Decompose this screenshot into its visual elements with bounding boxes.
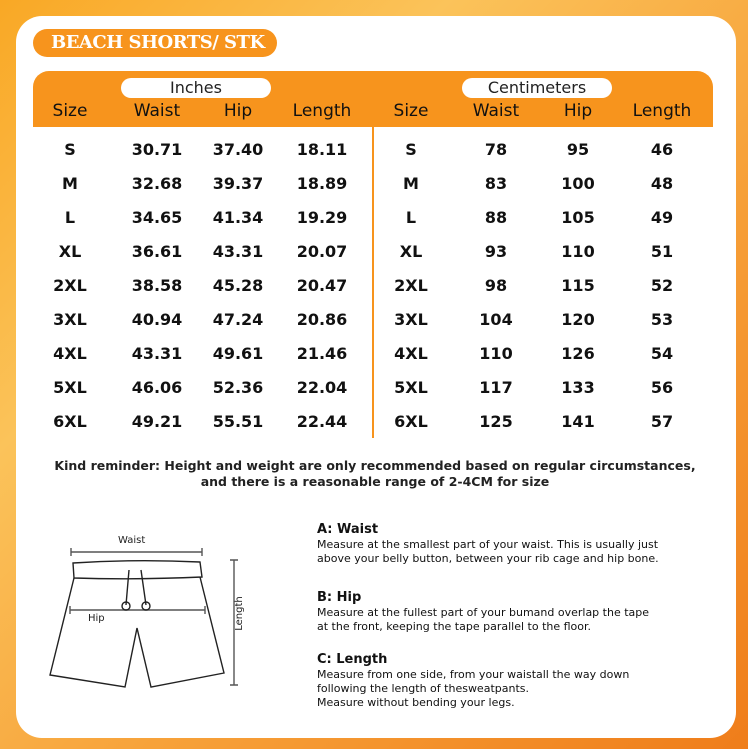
chart-title: BEACH SHORTS/ STK — [33, 29, 277, 57]
instruction-line: at the front, keeping the tape parallel to the floor. — [317, 620, 592, 633]
table-cell: 133 — [561, 378, 595, 397]
table-cell: 125 — [479, 412, 513, 431]
table-cell: 4XL — [394, 344, 428, 363]
table-cell: 20.86 — [296, 310, 348, 329]
table-cell: 95 — [566, 140, 590, 159]
table-cell: 46.06 — [131, 378, 183, 397]
table-cell: 34.65 — [131, 208, 183, 227]
hip-label: Hip — [88, 613, 105, 624]
table-cell: 93 — [484, 242, 508, 261]
length-label: Length — [233, 596, 245, 631]
table-cell: 54 — [650, 344, 674, 363]
drawstring — [126, 570, 146, 605]
instruction-title: B: Hip — [317, 590, 362, 605]
instruction-line: above your belly button, between your rib cage and hip bone. — [317, 552, 659, 565]
instruction-line: Measure at the smallest part of your waist. This is usually just — [317, 538, 659, 551]
instruction-title: A: Waist — [317, 522, 379, 537]
column-header: Size — [52, 101, 88, 121]
centimeters-group-label: Centimeters — [462, 78, 612, 98]
reminder-line: and there is a reasonable range of 2-4CM for size — [200, 474, 550, 489]
table-cell: 22.44 — [296, 412, 348, 431]
waist-measure-line — [71, 548, 202, 556]
table-cell: 105 — [561, 208, 595, 227]
instruction-length — [317, 652, 717, 710]
table-cell: 48 — [650, 174, 674, 193]
table-cell: 57 — [650, 412, 674, 431]
table-cell: 110 — [561, 242, 595, 261]
table-cell: 117 — [479, 378, 513, 397]
table-cell: S — [64, 140, 76, 159]
table-cell: 2XL — [53, 276, 87, 295]
table-cell: 51 — [650, 242, 674, 261]
instruction-line: Measure at the fullest part of your bumand overlap the tape — [317, 606, 650, 619]
table-cell: 22.04 — [296, 378, 348, 397]
table-cell: 3XL — [394, 310, 428, 329]
table-cell: 115 — [561, 276, 595, 295]
table-cell: 49.21 — [131, 412, 183, 431]
column-header: Length — [632, 101, 692, 121]
table-cell: 37.40 — [212, 140, 264, 159]
waistband — [73, 561, 202, 579]
table-cell: 32.68 — [131, 174, 183, 193]
column-header: Waist — [133, 101, 181, 121]
table-cell: 104 — [479, 310, 513, 329]
table-cell: 39.37 — [212, 174, 264, 193]
instruction-line: following the length of thesweatpants. — [317, 682, 529, 695]
instruction-line: Measure from one side, from your waistall the way down — [317, 668, 630, 681]
table-cell: 52.36 — [212, 378, 264, 397]
table-cell: M — [403, 174, 419, 193]
waist-label: Waist — [118, 535, 146, 546]
table-cell: 98 — [484, 276, 508, 295]
table-cell: 18.89 — [296, 174, 348, 193]
table-cell: 83 — [484, 174, 508, 193]
table-cell: 19.29 — [296, 208, 348, 227]
table-cell: 52 — [650, 276, 674, 295]
table-cell: 18.11 — [296, 140, 348, 159]
instruction-hip — [317, 590, 717, 634]
table-cell: 3XL — [53, 310, 87, 329]
column-header: Size — [393, 101, 429, 121]
column-header: Waist — [472, 101, 520, 121]
table-cell: 41.34 — [212, 208, 264, 227]
table-cell: 4XL — [53, 344, 87, 363]
shorts-outline — [50, 577, 224, 687]
table-cell: 36.61 — [131, 242, 183, 261]
table-cell: 56 — [650, 378, 674, 397]
table-cell: M — [62, 174, 78, 193]
kind-reminder — [40, 458, 710, 490]
column-header: Hip — [223, 101, 253, 121]
table-cell: 5XL — [53, 378, 87, 397]
reminder-line: Kind reminder: Height and weight are only recommended based on regular circumstances, — [54, 458, 696, 473]
instruction-title: C: Length — [317, 652, 388, 667]
table-cell: 53 — [650, 310, 674, 329]
table-cell: 49 — [650, 208, 674, 227]
table-cell: 40.94 — [131, 310, 183, 329]
column-header: Length — [292, 101, 352, 121]
table-cell: 100 — [561, 174, 595, 193]
table-cell: 30.71 — [131, 140, 183, 159]
table-cell: 20.07 — [296, 242, 348, 261]
table-cell: L — [405, 208, 417, 227]
table-cell: 141 — [561, 412, 595, 431]
instruction-line: Measure without bending your legs. — [317, 696, 515, 709]
table-cell: 110 — [479, 344, 513, 363]
table-cell: XL — [399, 242, 423, 261]
table-cell: 55.51 — [212, 412, 264, 431]
table-cell: 38.58 — [131, 276, 183, 295]
table-cell: 45.28 — [212, 276, 264, 295]
table-cell: 47.24 — [212, 310, 264, 329]
table-cell: 46 — [650, 140, 674, 159]
table-cell: 43.31 — [131, 344, 183, 363]
instruction-waist — [317, 522, 717, 566]
table-cell: 78 — [484, 140, 508, 159]
table-cell: 21.46 — [296, 344, 348, 363]
table-cell: 126 — [561, 344, 595, 363]
table-cell: L — [64, 208, 76, 227]
table-cell: 49.61 — [212, 344, 264, 363]
table-cell: 88 — [484, 208, 508, 227]
table-cell: 120 — [561, 310, 595, 329]
column-header: Hip — [563, 101, 593, 121]
table-cell: 43.31 — [212, 242, 264, 261]
table-cell: S — [405, 140, 417, 159]
unit-divider — [372, 127, 374, 438]
inches-group-label: Inches — [121, 78, 271, 98]
table-cell: 6XL — [53, 412, 87, 431]
table-cell: XL — [58, 242, 82, 261]
table-cell: 20.47 — [296, 276, 348, 295]
table-cell: 6XL — [394, 412, 428, 431]
table-cell: 5XL — [394, 378, 428, 397]
table-cell: 2XL — [394, 276, 428, 295]
